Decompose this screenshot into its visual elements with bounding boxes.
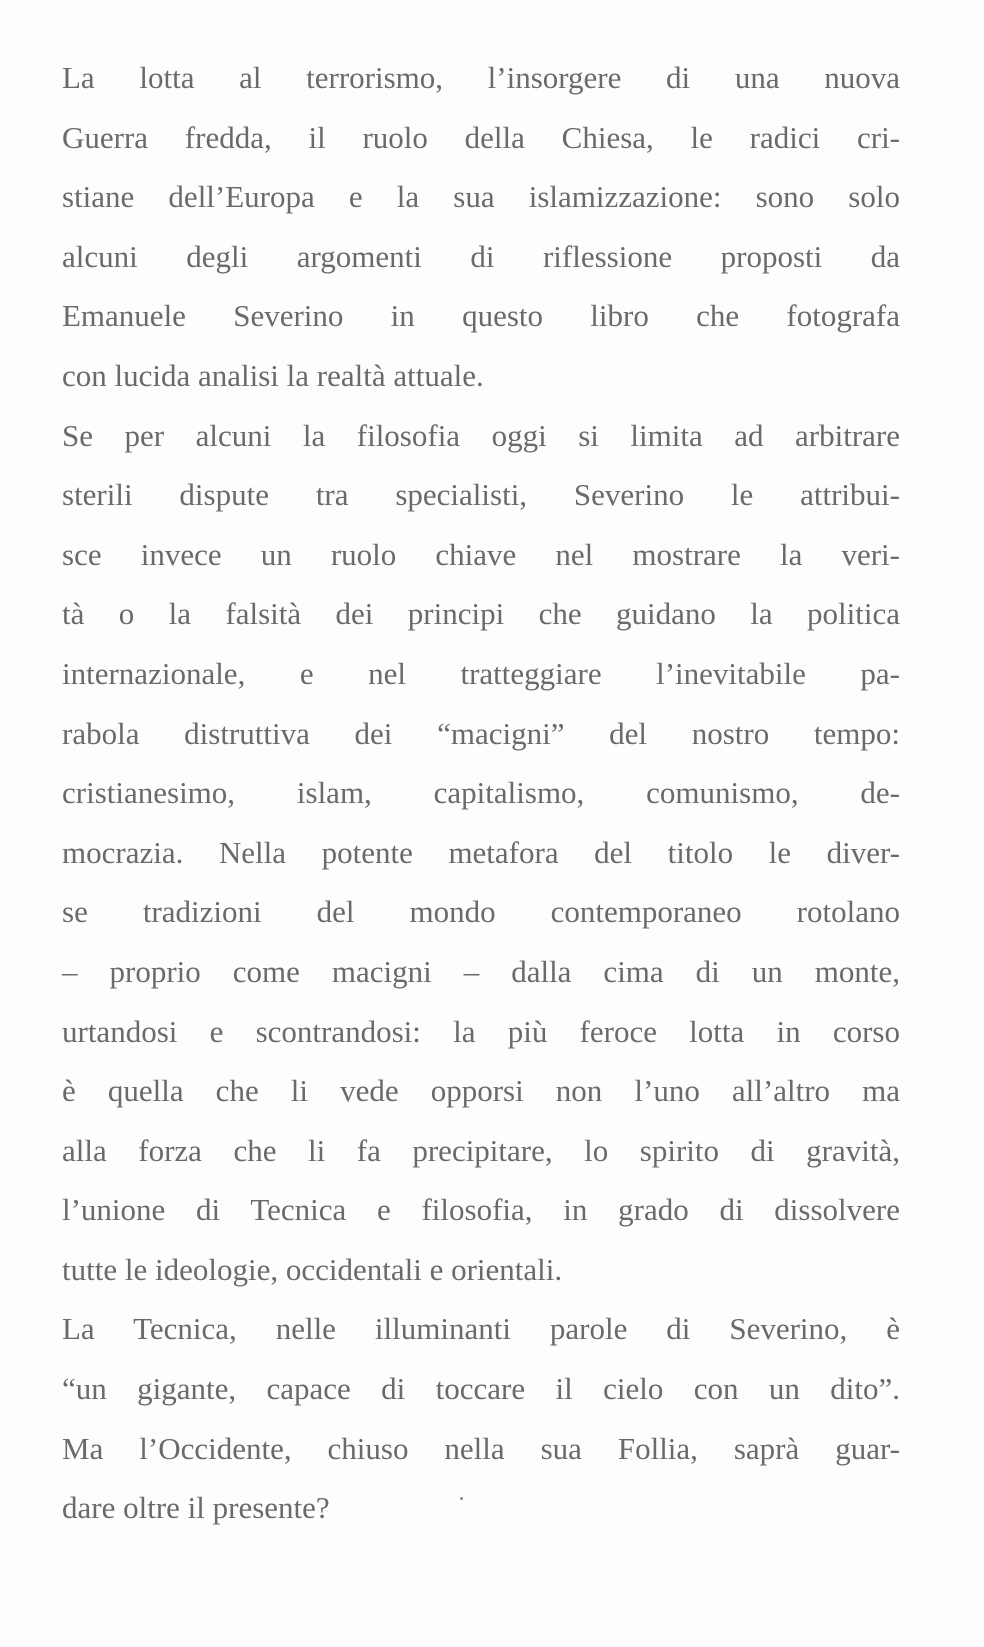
text-line: – proprio come macigni – dalla cima di un monte, — [62, 953, 900, 989]
text-line: urtandosi e scontrandosi: la più feroce lotta in corso — [62, 1013, 900, 1049]
text-line: tà o la falsità dei principi che guidano la politica — [62, 596, 900, 632]
text-line: Guerra fredda, il ruolo della Chiesa, le radici cri- — [62, 119, 900, 155]
text-line: La lotta al terrorismo, l’insorgere di una nuova — [62, 60, 900, 95]
text-line: stiane dell’Europa e la sua islamizzazione: sono solo — [62, 179, 900, 215]
text-line: è quella che li vede opporsi non l’uno all’altro ma — [62, 1073, 900, 1109]
text-line: alla forza che li fa precipitare, lo spirito di gravità, — [62, 1132, 900, 1168]
text-line: mocrazia. Nella potente metafora del titolo le diver- — [62, 834, 900, 870]
text-line: sce invece un ruolo chiave nel mostrare la veri- — [62, 536, 900, 572]
text-line: La Tecnica, nelle illuminanti parole di Severino, è — [62, 1311, 900, 1347]
paragraph — [62, 48, 900, 406]
back-cover-text — [62, 48, 900, 1538]
text-line: rabola distruttiva dei “macigni” del nostro tempo: — [62, 715, 900, 751]
text-line: con lucida analisi la realtà attuale. — [62, 357, 484, 393]
text-line: “un gigante, capace di toccare il cielo con un dito”. — [62, 1371, 900, 1407]
text-line: Emanuele Severino in questo libro che fotografa — [62, 298, 900, 334]
speck-mark — [460, 1497, 463, 1500]
text-line: cristianesimo, islam, capitalismo, comunismo, de- — [62, 775, 900, 811]
text-line: tutte le ideologie, occidentali e orientali. — [62, 1251, 563, 1287]
text-line: Se per alcuni la filosofia oggi si limita ad arbitrare — [62, 417, 900, 453]
text-line: dare oltre il presente? — [62, 1490, 330, 1526]
paragraph — [62, 1299, 900, 1537]
text-line: alcuni degli argomenti di riflessione proposti da — [62, 238, 900, 274]
text-line: internazionale, e nel tratteggiare l’inevitabile pa- — [62, 655, 900, 691]
text-line: sterili dispute tra specialisti, Severino le attribui- — [62, 477, 900, 513]
paragraph — [62, 406, 900, 1300]
text-line: se tradizioni del mondo contemporaneo rotolano — [62, 894, 900, 930]
text-line: Ma l’Occidente, chiuso nella sua Follia, saprà guar- — [62, 1430, 900, 1466]
text-line: l’unione di Tecnica e filosofia, in grado di dissolvere — [62, 1192, 900, 1228]
